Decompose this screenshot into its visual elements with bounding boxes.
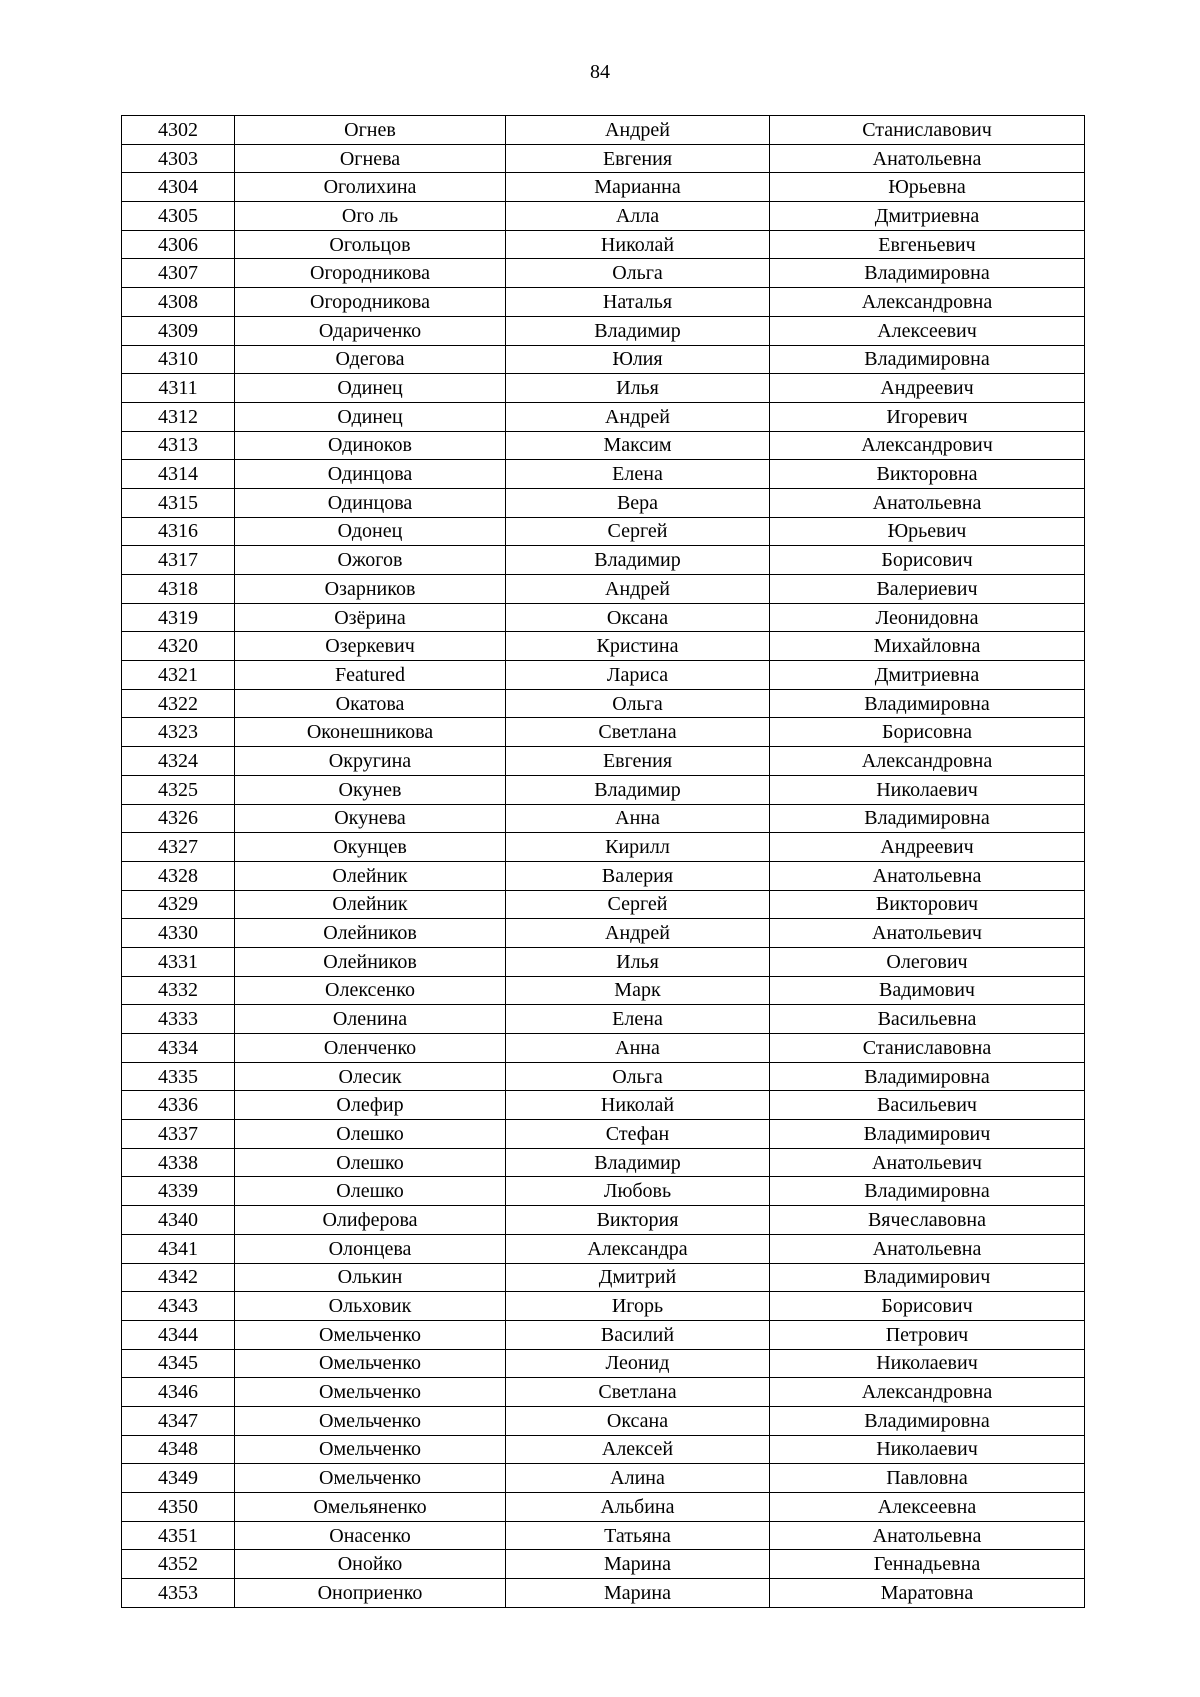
roster-table — [121, 115, 1085, 1608]
table-row — [122, 833, 1085, 862]
first-name-cell: Анна — [506, 1034, 770, 1063]
first-name-cell: Лариса — [506, 661, 770, 690]
table-row — [122, 488, 1085, 517]
patronymic-cell: Владимировна — [770, 1177, 1085, 1206]
patronymic-cell: Владимировна — [770, 1062, 1085, 1091]
row-number-cell: 4303 — [122, 144, 235, 173]
first-name-cell: Дмитрий — [506, 1263, 770, 1292]
last-name-cell: Одонец — [235, 517, 506, 546]
table-row — [122, 919, 1085, 948]
patronymic-cell: Михайловна — [770, 632, 1085, 661]
table-row — [122, 1378, 1085, 1407]
table-row — [122, 345, 1085, 374]
patronymic-cell: Дмитриевна — [770, 661, 1085, 690]
row-number-cell: 4311 — [122, 374, 235, 403]
first-name-cell: Алла — [506, 202, 770, 231]
patronymic-cell: Станиславовна — [770, 1034, 1085, 1063]
row-number-cell: 4304 — [122, 173, 235, 202]
table-row — [122, 632, 1085, 661]
row-number-cell: 4305 — [122, 202, 235, 231]
row-number-cell: 4318 — [122, 575, 235, 604]
first-name-cell: Леонид — [506, 1349, 770, 1378]
last-name-cell: Оленина — [235, 1005, 506, 1034]
table-row — [122, 1550, 1085, 1579]
last-name-cell: Олесик — [235, 1062, 506, 1091]
row-number-cell: 4314 — [122, 460, 235, 489]
table-row — [122, 288, 1085, 317]
row-number-cell: 4329 — [122, 890, 235, 919]
first-name-cell: Андрей — [506, 919, 770, 948]
last-name-cell: Одинец — [235, 402, 506, 431]
patronymic-cell: Александровна — [770, 288, 1085, 317]
patronymic-cell: Николаевич — [770, 1435, 1085, 1464]
row-number-cell: 4343 — [122, 1292, 235, 1321]
first-name-cell: Ольга — [506, 689, 770, 718]
first-name-cell: Илья — [506, 947, 770, 976]
row-number-cell: 4350 — [122, 1493, 235, 1522]
patronymic-cell: Васильевич — [770, 1091, 1085, 1120]
table-row — [122, 718, 1085, 747]
first-name-cell: Елена — [506, 460, 770, 489]
row-number-cell: 4353 — [122, 1579, 235, 1608]
patronymic-cell: Станиславович — [770, 116, 1085, 145]
table-row — [122, 316, 1085, 345]
row-number-cell: 4328 — [122, 861, 235, 890]
patronymic-cell: Маратовна — [770, 1579, 1085, 1608]
last-name-cell: Олейников — [235, 947, 506, 976]
first-name-cell: Илья — [506, 374, 770, 403]
table-row — [122, 230, 1085, 259]
table-row — [122, 1091, 1085, 1120]
patronymic-cell: Владимировна — [770, 259, 1085, 288]
patronymic-cell: Вячеславовна — [770, 1206, 1085, 1235]
first-name-cell: Андрей — [506, 116, 770, 145]
first-name-cell: Владимир — [506, 546, 770, 575]
first-name-cell: Светлана — [506, 1378, 770, 1407]
first-name-cell: Игорь — [506, 1292, 770, 1321]
patronymic-cell: Владимировна — [770, 689, 1085, 718]
table-row — [122, 374, 1085, 403]
patronymic-cell: Александрович — [770, 431, 1085, 460]
row-number-cell: 4351 — [122, 1521, 235, 1550]
patronymic-cell: Борисовна — [770, 718, 1085, 747]
table-row — [122, 1579, 1085, 1608]
first-name-cell: Николай — [506, 230, 770, 259]
patronymic-cell: Владимирович — [770, 1120, 1085, 1149]
last-name-cell: Онойко — [235, 1550, 506, 1579]
last-name-cell: Олейник — [235, 890, 506, 919]
first-name-cell: Ольга — [506, 259, 770, 288]
row-number-cell: 4332 — [122, 976, 235, 1005]
last-name-cell: Одинцова — [235, 488, 506, 517]
first-name-cell: Евгения — [506, 144, 770, 173]
patronymic-cell: Борисович — [770, 546, 1085, 575]
first-name-cell: Светлана — [506, 718, 770, 747]
table-row — [122, 1005, 1085, 1034]
last-name-cell: Олешко — [235, 1120, 506, 1149]
last-name-cell: Огнева — [235, 144, 506, 173]
first-name-cell: Владимир — [506, 1148, 770, 1177]
table-row — [122, 431, 1085, 460]
row-number-cell: 4347 — [122, 1406, 235, 1435]
row-number-cell: 4340 — [122, 1206, 235, 1235]
last-name-cell: Олешко — [235, 1148, 506, 1177]
first-name-cell: Марианна — [506, 173, 770, 202]
last-name-cell: Озеркевич — [235, 632, 506, 661]
last-name-cell: Олексенко — [235, 976, 506, 1005]
table-row — [122, 947, 1085, 976]
last-name-cell: Одегова — [235, 345, 506, 374]
row-number-cell: 4344 — [122, 1320, 235, 1349]
table-row — [122, 1292, 1085, 1321]
table-row — [122, 1062, 1085, 1091]
row-number-cell: 4315 — [122, 488, 235, 517]
last-name-cell: Олейников — [235, 919, 506, 948]
table-row — [122, 890, 1085, 919]
table-row — [122, 202, 1085, 231]
table-row — [122, 1263, 1085, 1292]
row-number-cell: 4339 — [122, 1177, 235, 1206]
table-row — [122, 1406, 1085, 1435]
last-name-cell: Омельченко — [235, 1320, 506, 1349]
table-row — [122, 689, 1085, 718]
patronymic-cell: Юрьевич — [770, 517, 1085, 546]
patronymic-cell: Андреевич — [770, 833, 1085, 862]
last-name-cell: Озарников — [235, 575, 506, 604]
table-row — [122, 1521, 1085, 1550]
row-number-cell: 4348 — [122, 1435, 235, 1464]
row-number-cell: 4337 — [122, 1120, 235, 1149]
patronymic-cell: Анатольевич — [770, 919, 1085, 948]
first-name-cell: Сергей — [506, 517, 770, 546]
patronymic-cell: Анатольевна — [770, 1521, 1085, 1550]
first-name-cell: Александра — [506, 1234, 770, 1263]
last-name-cell: Огородникова — [235, 259, 506, 288]
row-number-cell: 4334 — [122, 1034, 235, 1063]
first-name-cell: Максим — [506, 431, 770, 460]
last-name-cell: Оконешникова — [235, 718, 506, 747]
last-name-cell: Одиноков — [235, 431, 506, 460]
last-name-cell: Оленченко — [235, 1034, 506, 1063]
table-row — [122, 1177, 1085, 1206]
patronymic-cell: Владимировна — [770, 1406, 1085, 1435]
table-row — [122, 173, 1085, 202]
patronymic-cell: Владимирович — [770, 1263, 1085, 1292]
row-number-cell: 4323 — [122, 718, 235, 747]
row-number-cell: 4331 — [122, 947, 235, 976]
first-name-cell: Алексей — [506, 1435, 770, 1464]
table-row — [122, 775, 1085, 804]
row-number-cell: 4352 — [122, 1550, 235, 1579]
first-name-cell: Вера — [506, 488, 770, 517]
first-name-cell: Алина — [506, 1464, 770, 1493]
row-number-cell: 4308 — [122, 288, 235, 317]
table-row — [122, 546, 1085, 575]
patronymic-cell: Николаевич — [770, 1349, 1085, 1378]
first-name-cell: Оксана — [506, 1406, 770, 1435]
first-name-cell: Виктория — [506, 1206, 770, 1235]
last-name-cell: Огородникова — [235, 288, 506, 317]
first-name-cell: Сергей — [506, 890, 770, 919]
first-name-cell: Евгения — [506, 747, 770, 776]
row-number-cell: 4322 — [122, 689, 235, 718]
patronymic-cell: Юрьевна — [770, 173, 1085, 202]
patronymic-cell: Павловна — [770, 1464, 1085, 1493]
patronymic-cell: Викторович — [770, 890, 1085, 919]
first-name-cell: Марк — [506, 976, 770, 1005]
last-name-cell: Олонцева — [235, 1234, 506, 1263]
last-name-cell: Огнев — [235, 116, 506, 145]
table-row — [122, 861, 1085, 890]
row-number-cell: 4309 — [122, 316, 235, 345]
first-name-cell: Валерия — [506, 861, 770, 890]
patronymic-cell: Васильевна — [770, 1005, 1085, 1034]
last-name-cell: Оноприенко — [235, 1579, 506, 1608]
row-number-cell: 4335 — [122, 1062, 235, 1091]
row-number-cell: 4307 — [122, 259, 235, 288]
last-name-cell: Ого ль — [235, 202, 506, 231]
first-name-cell: Марина — [506, 1579, 770, 1608]
row-number-cell: 4324 — [122, 747, 235, 776]
table-row — [122, 603, 1085, 632]
row-number-cell: 4316 — [122, 517, 235, 546]
table-row — [122, 747, 1085, 776]
row-number-cell: 4326 — [122, 804, 235, 833]
table-row — [122, 1349, 1085, 1378]
last-name-cell: Одинцова — [235, 460, 506, 489]
row-number-cell: 4310 — [122, 345, 235, 374]
patronymic-cell: Викторовна — [770, 460, 1085, 489]
first-name-cell: Анна — [506, 804, 770, 833]
first-name-cell: Стефан — [506, 1120, 770, 1149]
first-name-cell: Кристина — [506, 632, 770, 661]
table-row — [122, 116, 1085, 145]
patronymic-cell: Анатольевна — [770, 144, 1085, 173]
table-row — [122, 1234, 1085, 1263]
table-row — [122, 1120, 1085, 1149]
last-name-cell: Олькин — [235, 1263, 506, 1292]
last-name-cell: Омельченко — [235, 1378, 506, 1407]
first-name-cell: Андрей — [506, 575, 770, 604]
row-number-cell: 4349 — [122, 1464, 235, 1493]
patronymic-cell: Дмитриевна — [770, 202, 1085, 231]
table-row — [122, 1034, 1085, 1063]
first-name-cell: Василий — [506, 1320, 770, 1349]
table-row — [122, 402, 1085, 431]
last-name-cell: Окатова — [235, 689, 506, 718]
table-row — [122, 1206, 1085, 1235]
row-number-cell: 4319 — [122, 603, 235, 632]
patronymic-cell: Вадимович — [770, 976, 1085, 1005]
last-name-cell: Омельченко — [235, 1406, 506, 1435]
table-row — [122, 976, 1085, 1005]
first-name-cell: Любовь — [506, 1177, 770, 1206]
last-name-cell: Омельченко — [235, 1464, 506, 1493]
patronymic-cell: Алексеевна — [770, 1493, 1085, 1522]
page-number: 84 — [590, 61, 610, 83]
table-row — [122, 1464, 1085, 1493]
first-name-cell: Владимир — [506, 775, 770, 804]
row-number-cell: 4333 — [122, 1005, 235, 1034]
patronymic-cell: Владимировна — [770, 804, 1085, 833]
patronymic-cell: Анатольевна — [770, 861, 1085, 890]
patronymic-cell: Борисович — [770, 1292, 1085, 1321]
last-name-cell: Омельченко — [235, 1435, 506, 1464]
table-row — [122, 661, 1085, 690]
first-name-cell: Ольга — [506, 1062, 770, 1091]
table-row — [122, 1320, 1085, 1349]
first-name-cell: Елена — [506, 1005, 770, 1034]
last-name-cell: Окунева — [235, 804, 506, 833]
first-name-cell: Оксана — [506, 603, 770, 632]
first-name-cell: Татьяна — [506, 1521, 770, 1550]
patronymic-cell: Александровна — [770, 747, 1085, 776]
row-number-cell: 4336 — [122, 1091, 235, 1120]
row-number-cell: 4321 — [122, 661, 235, 690]
roster-body — [122, 116, 1085, 1608]
first-name-cell: Наталья — [506, 288, 770, 317]
last-name-cell: Окунцев — [235, 833, 506, 862]
patronymic-cell: Анатольевич — [770, 1148, 1085, 1177]
patronymic-cell: Алексеевич — [770, 316, 1085, 345]
row-number-cell: 4306 — [122, 230, 235, 259]
row-number-cell: 4313 — [122, 431, 235, 460]
first-name-cell: Андрей — [506, 402, 770, 431]
row-number-cell: 4342 — [122, 1263, 235, 1292]
first-name-cell: Владимир — [506, 316, 770, 345]
patronymic-cell: Петрович — [770, 1320, 1085, 1349]
patronymic-cell: Геннадьевна — [770, 1550, 1085, 1579]
patronymic-cell: Олегович — [770, 947, 1085, 976]
table-row — [122, 259, 1085, 288]
table-row — [122, 1148, 1085, 1177]
row-number-cell: 4338 — [122, 1148, 235, 1177]
patronymic-cell: Анатольевна — [770, 488, 1085, 517]
patronymic-cell: Андреевич — [770, 374, 1085, 403]
table-row — [122, 804, 1085, 833]
last-name-cell: Омельяненко — [235, 1493, 506, 1522]
row-number-cell: 4341 — [122, 1234, 235, 1263]
last-name-cell: Олефир — [235, 1091, 506, 1120]
patronymic-cell: Владимировна — [770, 345, 1085, 374]
last-name-cell: Окунев — [235, 775, 506, 804]
last-name-cell: Олиферова — [235, 1206, 506, 1235]
last-name-cell: Омельченко — [235, 1349, 506, 1378]
first-name-cell: Николай — [506, 1091, 770, 1120]
row-number-cell: 4345 — [122, 1349, 235, 1378]
first-name-cell: Марина — [506, 1550, 770, 1579]
table-row — [122, 1493, 1085, 1522]
row-number-cell: 4346 — [122, 1378, 235, 1407]
last-name-cell: Ожогов — [235, 546, 506, 575]
patronymic-cell: Евгеньевич — [770, 230, 1085, 259]
last-name-cell: Оголихина — [235, 173, 506, 202]
row-number-cell: 4327 — [122, 833, 235, 862]
patronymic-cell: Валериевич — [770, 575, 1085, 604]
last-name-cell: Ольховик — [235, 1292, 506, 1321]
table-row — [122, 517, 1085, 546]
row-number-cell: 4320 — [122, 632, 235, 661]
table-row — [122, 460, 1085, 489]
last-name-cell: Онасенко — [235, 1521, 506, 1550]
last-name-cell: Одариченко — [235, 316, 506, 345]
row-number-cell: 4317 — [122, 546, 235, 575]
last-name-cell: Олейник — [235, 861, 506, 890]
first-name-cell: Кирилл — [506, 833, 770, 862]
patronymic-cell: Николаевич — [770, 775, 1085, 804]
row-number-cell: 4325 — [122, 775, 235, 804]
last-name-cell: Featured — [235, 661, 506, 690]
patronymic-cell: Леонидовна — [770, 603, 1085, 632]
last-name-cell: Одинец — [235, 374, 506, 403]
last-name-cell: Огольцов — [235, 230, 506, 259]
first-name-cell: Альбина — [506, 1493, 770, 1522]
first-name-cell: Юлия — [506, 345, 770, 374]
table-row — [122, 144, 1085, 173]
last-name-cell: Округина — [235, 747, 506, 776]
patronymic-cell: Игоревич — [770, 402, 1085, 431]
table-row — [122, 1435, 1085, 1464]
row-number-cell: 4302 — [122, 116, 235, 145]
patronymic-cell: Анатольевна — [770, 1234, 1085, 1263]
last-name-cell: Озёрина — [235, 603, 506, 632]
table-row — [122, 575, 1085, 604]
last-name-cell: Олешко — [235, 1177, 506, 1206]
row-number-cell: 4330 — [122, 919, 235, 948]
row-number-cell: 4312 — [122, 402, 235, 431]
patronymic-cell: Александровна — [770, 1378, 1085, 1407]
